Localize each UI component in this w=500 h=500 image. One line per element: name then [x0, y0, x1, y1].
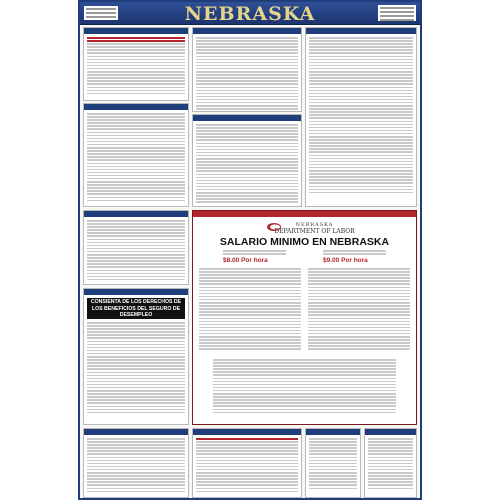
- panel-text-block: [368, 438, 413, 491]
- panel-header-bar: [306, 429, 360, 435]
- unemployment-panel: [83, 288, 189, 425]
- panel-text-block: [196, 124, 298, 204]
- panel-bottom-2: [192, 428, 302, 498]
- panel-header-bar: [193, 429, 301, 435]
- min-wage-right-column: [308, 268, 410, 352]
- panel-header-bar: [193, 28, 301, 34]
- unemployment-notice-title: CONSIENTA DE LOS DERECHOS DE LOS BENEFICIOS DEL SEGURO DE DESEMPLEO: [87, 298, 185, 319]
- panel-header-bar: [84, 289, 188, 295]
- panel-header-bar: [365, 429, 416, 435]
- panel-text-block: [87, 322, 185, 415]
- panel-header-bar: [84, 104, 188, 110]
- rate-2015: $8.00 Por hora: [223, 257, 268, 264]
- effective-date-1: [223, 250, 286, 256]
- agency-line1: NEBRASKA: [295, 222, 334, 228]
- panel-top-left: [83, 27, 189, 101]
- panel-bottom-1: [83, 428, 189, 498]
- panel-text-block: [87, 438, 185, 494]
- panel-header-bar: [84, 211, 188, 217]
- panel-left-row2: [83, 210, 189, 285]
- panel-text-block: [196, 37, 298, 111]
- min-wage-left-column: [199, 268, 301, 352]
- labor-law-poster: [78, 0, 422, 500]
- panel-text-block: [87, 37, 185, 96]
- panel-header-bar: [193, 115, 301, 121]
- panel-bottom-3: [305, 428, 361, 498]
- panel-text-block: [309, 37, 413, 195]
- panel-mid-center: [192, 114, 302, 207]
- poster-header: [80, 2, 420, 25]
- rate-2016: $9.00 Por hora: [323, 257, 368, 264]
- header-right-label: [378, 5, 416, 21]
- effective-date-2: [323, 250, 386, 256]
- panel-header-bar: [306, 28, 416, 34]
- minimum-wage-heading: SALARIO MINIMO EN NEBRASKA: [219, 236, 390, 248]
- min-wage-bottom-text: [213, 359, 396, 415]
- panel-text-block: [87, 113, 185, 203]
- agency-line2: DEPARTMENT OF LABOR: [274, 228, 355, 235]
- panel-text-block: [87, 220, 185, 282]
- panel-bottom-4: [364, 428, 417, 498]
- panel-top-right: [305, 27, 417, 207]
- panel-header-bar: [84, 429, 188, 435]
- panel-text-block: [196, 438, 298, 494]
- panel-text-block: [309, 438, 357, 491]
- panel-top-center: [192, 27, 302, 112]
- panel-header-bar: [84, 28, 188, 34]
- panel-header-bar: [193, 211, 416, 217]
- minimum-wage-panel: [192, 210, 417, 425]
- poster-title: NEBRASKA: [184, 3, 316, 25]
- panel-mid-left: [83, 103, 189, 207]
